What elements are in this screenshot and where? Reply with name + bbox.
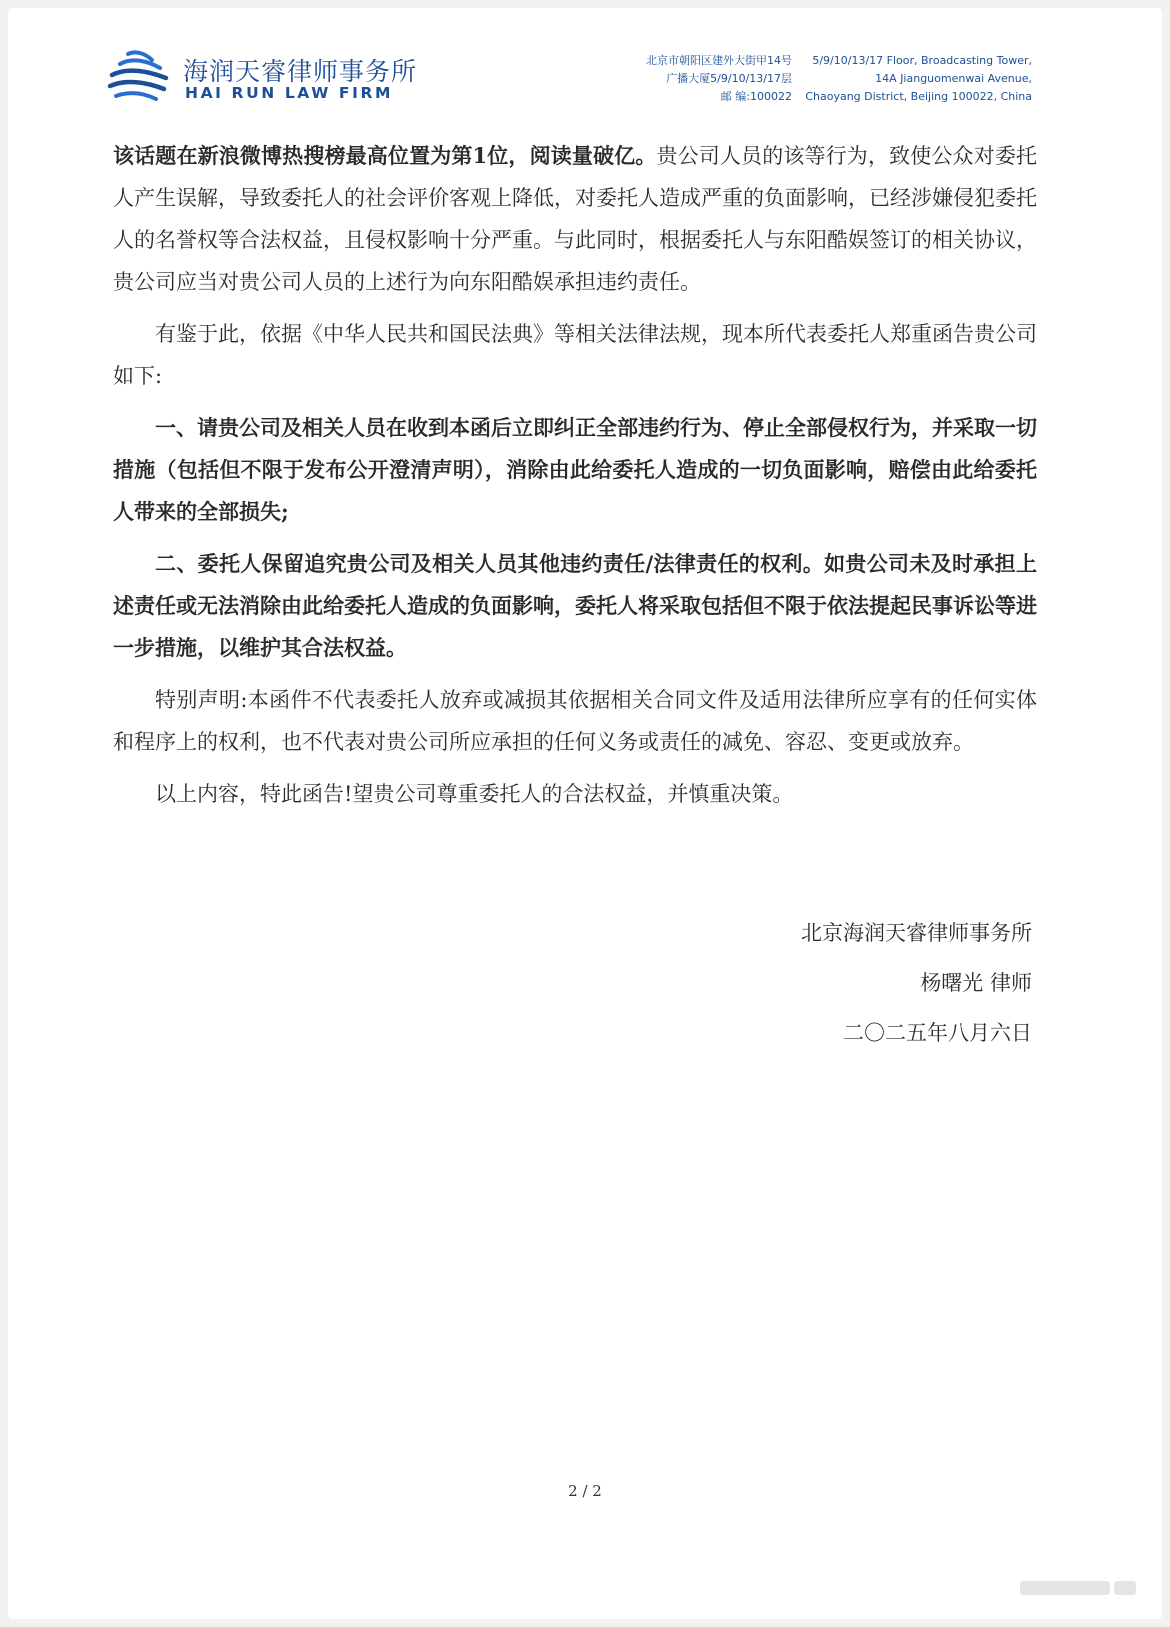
address-cn [646,52,792,106]
watermark-icon [1018,1577,1138,1599]
letterhead [8,8,1162,118]
paragraph-closing: 以上内容，特此函告!望贵公司尊重委托人的合法权益，并慎重决策。 [155,782,794,806]
firm-name-en: HAI RUN LAW FIRM [185,84,394,102]
address-en-line: 5/9/10/13/17 Floor, Broadcasting Tower, [812,54,1032,67]
signature-lawyer: 杨曙光 律师 [920,971,1032,995]
signature-block [801,908,1032,1058]
paragraph-1-text: 贵公司人员的该等行为，致使公众对委托人产生误解，导致委托人的社会评价客观上降低，对委托人造成严重的负面影响，已经涉嫌侵犯委托人的名誉权等合法权益，且侵权影响十分严重。与此同时，根据委托人与东阳酷娱签订的相关协议，贵公司应当对贵公司人员的上述行为向东阳酷娱承担违约责任。 [113,144,1037,294]
address-en [805,52,1032,106]
firm-logo-icon [106,48,170,104]
letter-page [8,8,1162,1619]
address-en-line: Chaoyang District, Beijing 100022, China [805,90,1032,103]
signature-date: 二〇二五年八月六日 [843,1021,1032,1045]
paragraph-demand-2: 二、委托人保留追究贵公司及相关人员其他违约责任/法律责任的权利。如贵公司未及时承担上述责任或无法消除由此给委托人造成的负面影响，委托人将采取包括但不限于依法提起民事诉讼等进一步措施，以维护其合法权益。 [113,551,1037,660]
address-en-line: 14A Jianguomenwai Avenue, [875,72,1032,85]
address-cn-line: 邮 编:100022 [720,90,792,103]
firm-name-cn: 海润天睿律师事务所 [183,57,418,86]
signature-firm: 北京海润天睿律师事务所 [801,921,1032,945]
address-cn-line: 北京市朝阳区建外大街甲14号 [646,54,792,67]
paragraph-special-statement: 特别声明:本函件不代表委托人放弃或减损其依据相关合同文件及适用法律所应享有的任何实体和程序上的权利，也不代表对贵公司所应承担的任何义务或责任的减免、容忍、变更或放弃。 [113,688,1037,754]
paragraph-1-bold: 该话题在新浪微博热搜榜最高位置为第1位，阅读量破亿。 [113,143,657,168]
paragraph-2: 有鉴于此，依据《中华人民共和国民法典》等相关法律法规，现本所代表委托人郑重函告贵公司如下: [113,322,1037,388]
paragraph-1 [113,135,1037,303]
address-cn-line: 广播大厦5/9/10/13/17层 [666,72,792,85]
page-number: 2 / 2 [568,1482,602,1500]
paragraph-demand-1: 一、请贵公司及相关人员在收到本函后立即纠正全部违约行为、停止全部侵权行为，并采取一切措施（包括但不限于发布公开澄清声明），消除由此给委托人造成的一切负面影响，赔偿由此给委托人带来的全部损失; [113,415,1037,524]
letter-body [113,135,1037,825]
